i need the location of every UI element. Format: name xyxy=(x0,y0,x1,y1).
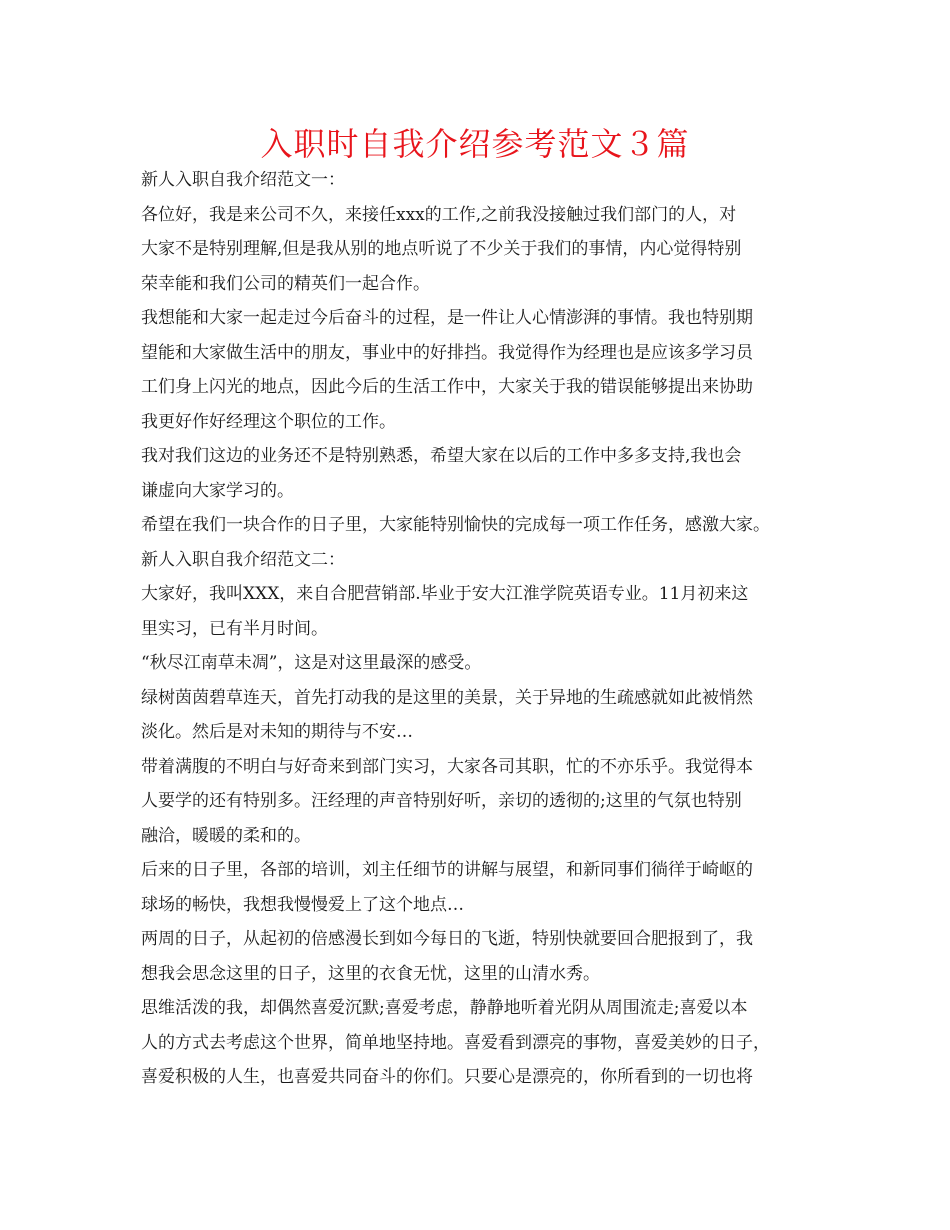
document-title: 入职时自我介绍参考范文３篇 xyxy=(260,125,690,163)
document-body xyxy=(141,163,831,1095)
text-line: 里实习，已有半月时间。 xyxy=(141,618,328,639)
text-line: 各位好，我是来公司不久，来接任xxx的工作,之前我没接触过我们部门的人，对 xyxy=(141,204,737,225)
text-line: 新人入职自我介绍范文一： xyxy=(141,170,345,190)
text-line: 想我会思念这里的日子，这里的衣食无忧，这里的山清水秀。 xyxy=(141,963,600,984)
text-line: 我对我们这边的业务还不是特别熟悉，希望大家在以后的工作中多多支持,我也会 xyxy=(141,446,742,466)
text-line: 喜爱积极的人生，也喜爱共同奋斗的你们。只要心是漂亮的，你所看到的一切也将 xyxy=(141,1067,753,1087)
text-line: 我更好作好经理这个职位的工作。 xyxy=(141,411,396,432)
text-line: 大家不是特别理解,但是我从别的地点听说了不少关于我们的事情，内心觉得特别 xyxy=(141,239,742,259)
text-line: 望能和大家做生活中的朋友，事业中的好排挡。我觉得作为经理也是应该多学习员 xyxy=(141,342,753,363)
text-line: 希望在我们一块合作的日子里，大家能特别愉快的完成每一项工作任务，感激大家。 xyxy=(141,515,770,535)
text-line: 球场的畅快，我想我慢慢爱上了这个地点… xyxy=(141,894,464,915)
text-line: 两周的日子，从起初的倍感漫长到如今每日的飞逝，特别快就要回合肥报到了，我 xyxy=(141,929,753,949)
text-line: 人的方式去考虑这个世界，简单地坚持地。喜爱看到漂亮的事物，喜爱美妙的日子， xyxy=(141,1032,770,1053)
text-line: 荣幸能和我们公司的精英们一起合作。 xyxy=(141,273,430,294)
text-line: 思维活泼的我，却偶然喜爱沉默;喜爱考虑，静静地听着光阴从周围流走;喜爱以本 xyxy=(141,998,748,1018)
text-line: 带着满腹的不明白与好奇来到部门实习，大家各司其职，忙的不亦乐乎。我觉得本 xyxy=(141,756,753,777)
text-line: 新人入职自我介绍范文二： xyxy=(141,549,345,570)
text-line: 我想能和大家一起走过今后奋斗的过程，是一件让人心情澎湃的事情。我也特别期 xyxy=(141,308,753,328)
text-line: 大家好，我叫XXX，来自合肥营销部.毕业于安大江淮学院英语专业。11月初来这 xyxy=(141,584,749,604)
text-line: 绿树茵茵碧草连天，首先打动我的是这里的美景，关于异地的生疏感就如此被悄然 xyxy=(141,687,753,708)
text-line: 后来的日子里，各部的培训，刘主任细节的讲解与展望，和新同事们徜徉于崎岖的 xyxy=(141,860,753,880)
text-line: 淡化。然后是对未知的期待与不安… xyxy=(141,722,413,742)
text-line: 人要学的还有特别多。汪经理的声音特别好听，亲切的透彻的;这里的气氛也特别 xyxy=(141,791,742,811)
text-line: 谦虚向大家学习的。 xyxy=(141,480,294,501)
text-line: 工们身上闪光的地点，因此今后的生活工作中，大家关于我的错误能够提出来协助 xyxy=(141,377,753,397)
text-line: “秋尽江南草未凋”，这是对这里最深的感受。 xyxy=(141,653,482,673)
text-line: 融洽，暖暖的柔和的。 xyxy=(141,825,311,846)
